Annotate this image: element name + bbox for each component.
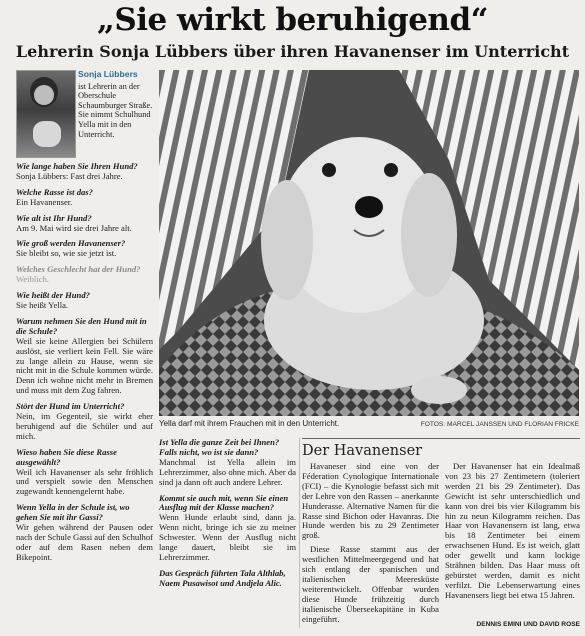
interview-answer: Ein Havanenser.	[16, 196, 73, 207]
profile-description: ist Lehrerin an der Oberschule Schaumburger Straße. Sie nimmt Schulhund Yella mit in den Unterricht.	[78, 81, 153, 139]
interview-answer: Sie heißt Yella.	[16, 299, 69, 310]
column-divider	[299, 438, 300, 628]
interview-item	[16, 317, 153, 396]
interview-column-left	[16, 70, 153, 569]
interview-question: Das Gespräch führten Tala Althlab, Naem Pusawisot und Andjela Alic.	[159, 567, 286, 588]
interview-question: Welche Rasse ist das?	[16, 186, 93, 197]
interview-answer: Wir gehen während der Pausen oder nach der Schule Gassi auf den Schulhof oder auf dem Rasen neben dem Bikepoint.	[16, 522, 153, 562]
paragraph: Diese Rasse stammt aus der westlichen Mittelmeergegend und hat sich entlang der spanischen und italienischen Meeresküste weiterentwickelt. Offenbar wurden diese Hunde frühzeitig durch italienische Überseekapitäne in Kuba eingeführt.	[302, 544, 439, 624]
interview-item	[16, 239, 153, 259]
interview-item	[16, 291, 153, 311]
interview-answer: Manchmal ist Yella allein im Lehrerzimmer, also ohne mich. Aber da sind ja dann oft auch andere Lehrer.	[159, 456, 296, 487]
interview-item	[16, 402, 153, 442]
interview-answer: Weil ich Havanenser als sehr fröhlich und verspielt sowie den Menschen zugewandt kennengelernt habe.	[16, 466, 153, 497]
interview-item	[16, 265, 153, 285]
interview-answer: Sie bleibt so, wie sie jetzt ist.	[16, 248, 117, 259]
profile-box	[16, 70, 153, 162]
interview-item	[16, 214, 153, 234]
interview-answer: Am 9. Mai wird sie drei Jahre alt.	[16, 222, 132, 233]
interview-item	[16, 162, 153, 182]
photo-credit: FOTOS: MARCEL JANSSEN UND FLORIAN FRICKE	[420, 421, 579, 428]
interview-question: Wie groß werden Havanenser?	[16, 238, 126, 249]
interview-item	[16, 503, 153, 562]
teacher-portrait-image	[16, 70, 76, 158]
paragraph: Der Havanenser hat ein Idealmaß von 23 bis 27 Zentimetern (toleriert werden 21 bis 29 Zentimeter). Das Gewicht ist sehr unterschiedlich und kann von drei bis vier Kilogramm bis hin zu neun Kilogramm reichen. Das Haar von Havanensern ist lang, etwa bis 18 Zentimeter bei einem erwachsenen Hund. Es ist weich, glatt oder gewellt und kann lockige Strähnen bilden. Das Haar muss oft gebürstet werden, damit es nicht verfilzt. Die Lebenserwartung eines Havanensers liegt bei etwa 15 Jahren.	[445, 461, 580, 600]
interview-question: Kommt sie auch mit, wenn Sie einen Ausflug mit der Klasse machen?	[159, 492, 289, 513]
dog-photo-illustration	[159, 70, 579, 416]
headline: „Sie wirkt beruhigend“	[97, 2, 488, 38]
interview-question: Wenn Yella in der Schule ist, wo gehen Sie mit ihr Gassi?	[16, 502, 130, 523]
subheadline: Lehrerin Sonja Lübbers über ihren Havanenser im Unterricht	[15, 42, 570, 61]
interview-column-mid	[159, 438, 296, 595]
article-authors: DENNIS EMINI UND DAVID ROSE	[476, 621, 580, 628]
interview-question: Stört der Hund im Unterricht?	[16, 401, 125, 412]
paragraph: Havaneser sind eine von der Féderation Cynologique Internationale (FCI) – die Kynologie befasst sich mit der Lehre von den Rassen – anerkannte Hunderasse. Alternative Namen für die Rasse sind Bichon oder Havanras. Die Hunde werden bis zu 29 Zentimeter groß.	[302, 461, 439, 541]
interview-question: Welches Geschlecht hat der Hund?	[16, 264, 141, 275]
mid-qa-list	[159, 438, 296, 589]
interview-answer: Weil sie keine Allergien bei Schülern auslöst, sie verliert kein Fell. Sie wäre zu lange allein zu Hause, wenn sie nicht mit in die Schule kommen würde. Denn ich wohne nicht mehr in Bremen und muss mit dem Zug fahren.	[16, 335, 153, 396]
interview-question: Warum nehmen Sie den Hund mit in die Schule?	[16, 315, 147, 336]
interview-question: Wie alt ist Ihr Hund?	[16, 212, 92, 223]
interview-item	[159, 438, 296, 488]
interview-item	[159, 494, 296, 563]
interview-answer: Sonja Lübbers: Fast drei Jahre.	[16, 170, 123, 181]
interview-question: Wie lange haben Sie Ihren Hund?	[16, 161, 138, 171]
dog-photo	[159, 70, 579, 416]
left-qa-list	[16, 162, 153, 563]
interview-question: Wieso haben Sie diese Rasse ausgewählt?	[16, 446, 117, 467]
interview-item	[159, 569, 296, 589]
havanenser-title: Der Havanenser	[302, 438, 580, 459]
interview-item	[16, 188, 153, 208]
interview-answer: Nein, im Gegenteil, sie wirkt eher beruhigend auf die Schüler und auf mich.	[16, 411, 153, 441]
interview-question: Ist Yella die ganze Zeit bei Ihnen? Falls nicht, wo ist sie dann?	[159, 437, 280, 457]
interview-item	[16, 448, 153, 498]
photo-caption: Yella darf mit ihrem Frauchen mit in den Unterricht.	[159, 419, 340, 428]
interview-answer: Weiblich.	[16, 274, 49, 285]
havanenser-text-left	[302, 462, 439, 629]
profile-name: Sonja Lübbers	[78, 69, 138, 79]
profile-text	[78, 70, 153, 139]
havanenser-text-right	[445, 462, 580, 605]
interview-answer: Wenn Hunde erlaubt sind, dann ja. Wenn nicht, bringe ich sie zu meiner Schwester. Wenn der Ausflug nicht lange dauert, bleibt sie im Lehrerzimmer.	[159, 512, 296, 562]
interview-question: Wie heißt der Hund?	[16, 290, 90, 301]
